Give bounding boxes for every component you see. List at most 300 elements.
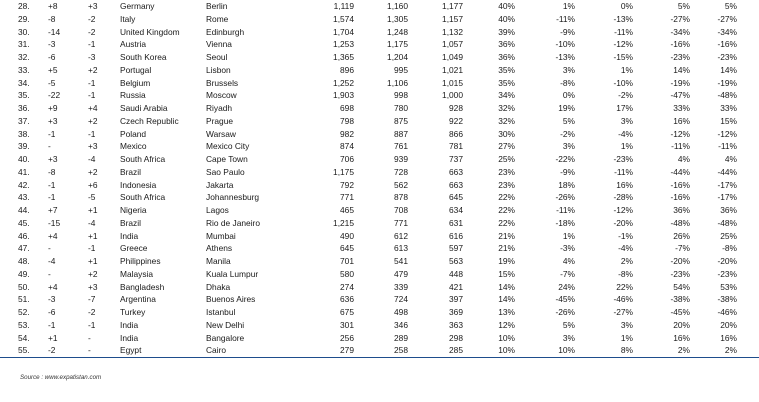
city-cell: Johannesburg [206, 192, 260, 203]
change-cell-4: -17% [717, 192, 737, 203]
rank-change-2-cell: +4 [88, 103, 98, 113]
rank-change-cell: -6 [48, 307, 56, 317]
rank-change-2-cell: -4 [88, 154, 96, 164]
share-cell: 23% [498, 179, 515, 190]
share-cell: 19% [498, 256, 515, 266]
rank-change-2-cell: -1 [88, 90, 96, 101]
rank-change-cell: +3 [48, 115, 58, 126]
table-row [0, 51, 759, 64]
rank-cell: 48. [18, 256, 30, 266]
rank-cell: 37. [18, 115, 30, 126]
table-row [0, 179, 759, 192]
change-cell-1: -45% [555, 294, 575, 305]
change-cell-3: -16% [670, 179, 690, 190]
rank-change-2-cell: -1 [88, 243, 96, 254]
country-cell: Mexico [120, 141, 147, 152]
table-row [0, 0, 759, 13]
share-cell: 15% [498, 268, 515, 279]
rank-change-2-cell: -1 [88, 39, 96, 50]
value-cell-2: 1,106 [387, 77, 408, 88]
table-row [0, 306, 759, 319]
country-cell: Egypt [120, 344, 206, 357]
share-cell: 27% [498, 141, 515, 152]
table-row [0, 319, 759, 332]
value-cell-3: 922 [449, 115, 463, 126]
change-cell-2: 2% [620, 256, 633, 266]
country-cell: India [120, 332, 139, 343]
city-cell: Istanbul [206, 307, 236, 317]
change-cell-2: -12% [613, 39, 633, 50]
share-cell: 36% [498, 52, 515, 62]
change-cell-1: 10% [515, 344, 575, 357]
change-cell-2: -10% [613, 77, 633, 88]
city-cell: Athens [206, 243, 233, 254]
country-cell: Russia [120, 90, 146, 101]
value-cell-2: 761 [394, 141, 408, 152]
change-cell-1: 0% [562, 90, 575, 101]
change-cell-1: -7% [560, 268, 575, 279]
change-cell-2: 1% [620, 64, 633, 75]
rank-cell: 45. [18, 217, 30, 228]
value-cell-2: 479 [394, 268, 408, 279]
rank-change-2-cell: -1 [88, 128, 96, 139]
table-row [0, 344, 759, 357]
rank-change-cell: - [48, 243, 51, 254]
change-cell-1: 3% [562, 141, 575, 152]
value-cell-2: 995 [394, 64, 408, 75]
country-cell: Bangladesh [120, 281, 165, 292]
value-cell-2: 708 [394, 205, 408, 215]
city-cell: Riyadh [206, 103, 233, 113]
rank-change-2-cell: -2 [88, 307, 96, 317]
change-cell-1: -9% [560, 26, 575, 37]
change-cell-4: -27% [717, 13, 737, 24]
change-cell-3: -16% [670, 192, 690, 203]
change-cell-4: 2% [690, 344, 759, 357]
country-cell: United Kingdom [120, 26, 180, 37]
change-cell-3: -23% [670, 52, 690, 62]
value-cell-3: 285 [408, 344, 463, 357]
share-cell: 14% [498, 281, 515, 292]
change-cell-2: -4% [618, 128, 633, 139]
value-cell-3: 1,157 [442, 13, 463, 24]
value-cell-3: 663 [449, 166, 463, 177]
rank-change-2-cell: -4 [88, 217, 96, 228]
rank-change-2-cell: +1 [88, 230, 98, 241]
rank-change-2-cell: -1 [88, 319, 96, 330]
change-cell-2: 0% [620, 1, 633, 11]
share-cell: 22% [498, 217, 515, 228]
value-cell-3: 634 [449, 205, 463, 215]
change-cell-1: -9% [560, 166, 575, 177]
share-cell: 25% [498, 154, 515, 164]
rank-change-2-cell: +1 [88, 205, 98, 215]
change-cell-4: 15% [720, 115, 737, 126]
rank-cell: 35. [18, 90, 30, 101]
country-cell: Germany [120, 1, 155, 11]
source-note: Source : www.expatistan.com [20, 374, 102, 381]
rank-cell: 30. [18, 26, 30, 37]
share-cell: 23% [498, 166, 515, 177]
change-cell-4: -16% [717, 39, 737, 50]
change-cell-3: -19% [670, 77, 690, 88]
rank-cell: 28. [18, 1, 30, 11]
table-row [0, 268, 759, 281]
rank-change-2-cell: +3 [88, 1, 98, 11]
rank-change-2-cell: +3 [88, 281, 98, 292]
value-cell-1: 274 [340, 281, 354, 292]
value-cell-3: 448 [449, 268, 463, 279]
rank-cell: 36. [18, 103, 30, 113]
value-cell-1: 701 [340, 256, 354, 266]
city-cell: Berlin [206, 1, 228, 11]
value-cell-2: 780 [394, 103, 408, 113]
change-cell-2: 8% [575, 344, 633, 357]
value-cell-3: 866 [449, 128, 463, 139]
city-cell: Seoul [206, 52, 228, 62]
change-cell-3: -12% [670, 128, 690, 139]
rank-cell: 33. [18, 64, 30, 75]
value-cell-2: 258 [354, 344, 408, 357]
city-cell: Mexico City [206, 141, 250, 152]
share-cell: 10% [498, 332, 515, 343]
rank-change-2-cell: +1 [88, 256, 98, 266]
change-cell-1: 1% [562, 1, 575, 11]
value-cell-2: 771 [394, 217, 408, 228]
change-cell-1: -13% [555, 52, 575, 62]
change-cell-3: -20% [670, 256, 690, 266]
change-cell-2: -15% [613, 52, 633, 62]
table-row [0, 26, 759, 39]
value-cell-2: 541 [394, 256, 408, 266]
city-cell: Cairo [206, 344, 294, 357]
value-cell-3: 1,000 [442, 90, 463, 101]
value-cell-3: 928 [449, 103, 463, 113]
rank-change-2-cell: - [88, 332, 91, 343]
rank-change-cell: +9 [48, 103, 58, 113]
share-cell: 35% [498, 77, 515, 88]
value-cell-1: 706 [340, 154, 354, 164]
change-cell-2: -28% [613, 192, 633, 203]
value-cell-3: 363 [449, 319, 463, 330]
country-cell: Brazil [120, 166, 141, 177]
city-cell: Rio de Janeiro [206, 217, 261, 228]
rank-cell: 32. [18, 52, 30, 62]
value-cell-3: 1,021 [442, 64, 463, 75]
change-cell-2: 1% [620, 141, 633, 152]
value-cell-1: 771 [340, 192, 354, 203]
value-cell-1: 874 [340, 141, 354, 152]
rank-change-cell: -4 [48, 256, 56, 266]
value-cell-2: 724 [394, 294, 408, 305]
table-row [0, 281, 759, 294]
rank-change-cell: -1 [48, 192, 56, 203]
value-cell-1: 636 [340, 294, 354, 305]
share-cell: 21% [498, 243, 515, 254]
change-cell-1: 18% [558, 179, 575, 190]
change-cell-4: -48% [717, 217, 737, 228]
change-cell-2: -4% [618, 243, 633, 254]
rank-change-cell: -3 [48, 39, 56, 50]
value-cell-1: 490 [340, 230, 354, 241]
value-cell-2: 1,305 [387, 13, 408, 24]
city-cell: New Delhi [206, 319, 245, 330]
city-cell: Dhaka [206, 281, 231, 292]
change-cell-1: 3% [562, 332, 575, 343]
city-cell: Prague [206, 115, 234, 126]
change-cell-2: -23% [613, 154, 633, 164]
value-cell-2: 998 [394, 90, 408, 101]
value-cell-1: 580 [340, 268, 354, 279]
country-cell: India [120, 230, 139, 241]
rank-cell: 49. [18, 268, 30, 279]
table-row [0, 293, 759, 306]
country-cell: Portugal [120, 64, 152, 75]
rank-change-2-cell: +3 [88, 141, 98, 152]
change-cell-2: -13% [613, 13, 633, 24]
value-cell-2: 339 [394, 281, 408, 292]
rank-cell: 40. [18, 154, 30, 164]
rank-change-cell: -1 [48, 179, 56, 190]
country-cell: Indonesia [120, 179, 157, 190]
change-cell-3: -47% [670, 90, 690, 101]
rank-change-cell: -6 [48, 52, 56, 62]
country-cell: South Africa [120, 154, 166, 164]
change-cell-4: 53% [720, 281, 737, 292]
change-cell-4: 4% [724, 154, 737, 164]
value-cell-2: 289 [394, 332, 408, 343]
share-cell: 10% [463, 344, 515, 357]
value-cell-1: 256 [340, 332, 354, 343]
change-cell-2: 16% [616, 179, 633, 190]
value-cell-3: 1,057 [442, 39, 463, 50]
table-row [0, 115, 759, 128]
country-cell: Saudi Arabia [120, 103, 168, 113]
share-cell: 40% [498, 13, 515, 24]
value-cell-3: 1,132 [442, 26, 463, 37]
city-cell: Buenos Aires [206, 294, 256, 305]
value-cell-1: 896 [340, 64, 354, 75]
rank-change-cell: -5 [48, 77, 56, 88]
change-cell-2: 22% [616, 281, 633, 292]
city-cell: Sao Paulo [206, 166, 245, 177]
value-cell-3: 645 [449, 192, 463, 203]
value-cell-2: 939 [394, 154, 408, 164]
change-cell-2: -11% [614, 26, 633, 37]
country-cell: Czech Republic [120, 115, 179, 126]
share-cell: 21% [498, 230, 515, 241]
city-cell: Lagos [206, 205, 229, 215]
rank-cell: 52. [18, 307, 30, 317]
rank-change-2-cell: +6 [88, 179, 98, 190]
city-cell: Lisbon [206, 64, 231, 75]
change-cell-3: 20% [673, 319, 690, 330]
share-cell: 32% [498, 115, 515, 126]
change-cell-1: 3% [562, 64, 575, 75]
country-cell: India [120, 319, 139, 330]
change-cell-2: -2% [618, 90, 633, 101]
city-cell: Moscow [206, 90, 237, 101]
country-cell: Nigeria [120, 205, 147, 215]
value-cell-2: 498 [394, 307, 408, 317]
rank-change-cell: +3 [48, 154, 58, 164]
city-cell: Warsaw [206, 128, 236, 139]
change-cell-1: -11% [556, 205, 575, 215]
rank-change-cell: -2 [48, 344, 88, 357]
city-cell: Kuala Lumpur [206, 268, 259, 279]
table-row [0, 153, 759, 166]
share-cell: 22% [498, 192, 515, 203]
change-cell-1: 5% [562, 319, 575, 330]
change-cell-3: 5% [677, 1, 690, 11]
change-cell-1: -22% [555, 154, 575, 164]
share-cell: 34% [498, 90, 515, 101]
rank-change-2-cell: -2 [88, 13, 96, 24]
change-cell-3: -16% [670, 39, 690, 50]
change-cell-4: -46% [717, 307, 737, 317]
change-cell-3: 16% [673, 115, 690, 126]
change-cell-4: -19% [717, 77, 737, 88]
change-cell-2: -1% [618, 230, 633, 241]
change-cell-1: 24% [558, 281, 575, 292]
value-cell-1: 1,215 [333, 217, 354, 228]
change-cell-4: -11% [718, 141, 737, 152]
value-cell-2: 887 [394, 128, 408, 139]
value-cell-1: 1,119 [333, 1, 354, 11]
change-cell-2: -11% [614, 166, 633, 177]
change-cell-2: 17% [616, 103, 633, 113]
change-cell-1: -8% [560, 77, 575, 88]
rank-cell: 38. [18, 128, 30, 139]
value-cell-3: 421 [449, 281, 463, 292]
change-cell-4: 14% [720, 64, 737, 75]
value-cell-3: 298 [449, 332, 463, 343]
city-cell: Rome [206, 13, 229, 24]
change-cell-3: -27% [670, 13, 690, 24]
table-row [0, 77, 759, 90]
value-cell-3: 616 [449, 230, 463, 241]
table-row [0, 64, 759, 77]
value-cell-1: 465 [340, 205, 354, 215]
share-cell: 13% [498, 307, 515, 317]
change-cell-4: -48% [717, 90, 737, 101]
rank-change-cell: -1 [48, 319, 56, 330]
table-row [0, 128, 759, 141]
value-cell-1: 1,574 [333, 13, 354, 24]
change-cell-4: -34% [717, 26, 737, 37]
share-cell: 22% [498, 205, 515, 215]
country-cell: Turkey [120, 307, 146, 317]
value-cell-1: 279 [294, 344, 354, 357]
table-row [0, 255, 759, 268]
value-cell-1: 798 [340, 115, 354, 126]
change-cell-1: -18% [555, 217, 575, 228]
value-cell-3: 597 [449, 243, 463, 254]
city-cell: Manila [206, 256, 231, 266]
table-row [0, 89, 759, 102]
value-cell-1: 1,365 [333, 52, 354, 62]
value-cell-2: 1,248 [387, 26, 408, 37]
country-cell: Brazil [120, 217, 141, 228]
change-cell-1: 1% [562, 230, 575, 241]
rank-change-cell: +1 [48, 332, 58, 343]
change-cell-3: 36% [673, 205, 690, 215]
country-cell: Poland [120, 128, 147, 139]
rank-change-cell: +4 [48, 281, 58, 292]
change-cell-3: 33% [673, 103, 690, 113]
change-cell-2: -12% [613, 205, 633, 215]
rank-change-2-cell: +2 [88, 115, 98, 126]
city-cell: Jakarta [206, 179, 234, 190]
city-cell: Cape Town [206, 154, 248, 164]
value-cell-3: 663 [449, 179, 463, 190]
rank-change-2-cell: -5 [88, 192, 96, 203]
rank-cell: 47. [18, 243, 30, 254]
table-row [0, 166, 759, 179]
change-cell-2: -46% [613, 294, 633, 305]
value-cell-2: 1,175 [387, 39, 408, 50]
country-cell: Austria [120, 39, 147, 50]
value-cell-1: 982 [340, 128, 354, 139]
rank-cell: 41. [18, 166, 30, 177]
value-cell-1: 675 [340, 307, 354, 317]
value-cell-3: 737 [449, 154, 463, 164]
change-cell-1: -3% [560, 243, 575, 254]
change-cell-4: 33% [720, 103, 737, 113]
change-cell-1: -10% [555, 39, 575, 50]
rank-change-2-cell: -7 [88, 294, 96, 305]
change-cell-4: 36% [720, 205, 737, 215]
change-cell-4: -23% [717, 268, 737, 279]
change-cell-4: -23% [717, 52, 737, 62]
rank-cell: 42. [18, 179, 30, 190]
value-cell-1: 1,175 [333, 166, 354, 177]
change-cell-3: -38% [670, 294, 690, 305]
value-cell-1: 645 [340, 243, 354, 254]
country-cell: Belgium [120, 77, 151, 88]
share-cell: 35% [498, 64, 515, 75]
table-row [0, 13, 759, 26]
change-cell-4: -38% [717, 294, 737, 305]
share-cell: 12% [498, 319, 515, 330]
rank-change-2-cell: +2 [88, 64, 98, 75]
change-cell-4: -44% [717, 166, 737, 177]
rank-cell: 50. [18, 281, 30, 292]
rank-change-cell: -14 [48, 26, 61, 37]
change-cell-2: 3% [620, 115, 633, 126]
share-cell: 40% [498, 1, 515, 11]
rank-cell: 55. [0, 344, 48, 357]
value-cell-3: 1,015 [442, 77, 463, 88]
change-cell-4: 5% [724, 1, 737, 11]
rank-change-cell: -1 [48, 128, 56, 139]
country-cell: Argentina [120, 294, 156, 305]
share-cell: 39% [498, 26, 515, 37]
country-cell: Italy [120, 13, 136, 24]
value-cell-1: 698 [340, 103, 354, 113]
change-cell-4: 20% [720, 319, 737, 330]
change-cell-2: -27% [613, 307, 633, 317]
rank-cell: 51. [18, 294, 30, 305]
value-cell-2: 612 [394, 230, 408, 241]
rank-change-2-cell: -2 [88, 26, 96, 37]
share-cell: 14% [498, 294, 515, 305]
value-cell-1: 1,253 [333, 39, 354, 50]
city-cell: Edinburgh [206, 26, 245, 37]
rank-cell: 39. [18, 141, 30, 152]
rank-cell: 44. [18, 205, 30, 215]
city-cell: Brussels [206, 77, 239, 88]
